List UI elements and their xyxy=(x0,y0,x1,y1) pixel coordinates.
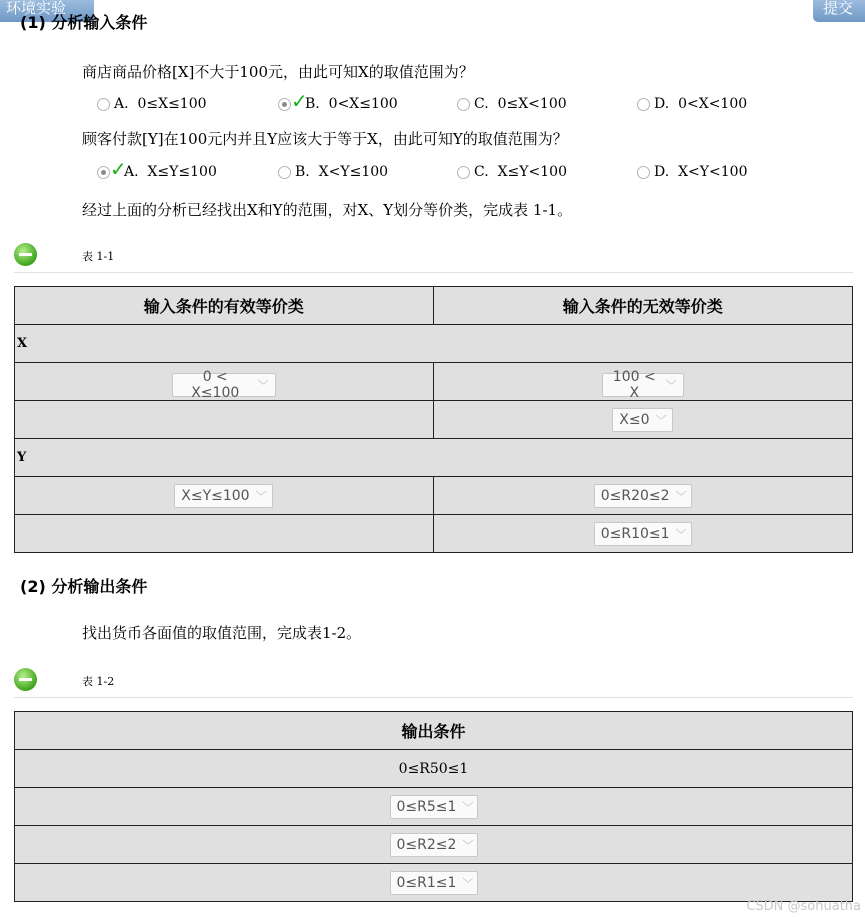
x-invalid-select-1[interactable] xyxy=(602,369,684,401)
chevron-down-icon: ﹀ xyxy=(675,527,687,541)
select-value: 0≤R5≤1 xyxy=(396,798,457,815)
table-cell xyxy=(433,515,853,553)
radio-icon[interactable] xyxy=(457,166,470,179)
q2-option-b[interactable] xyxy=(278,161,388,183)
option-text: X<Y≤100 xyxy=(318,164,389,180)
table-1-caption: 表 1-1 xyxy=(82,250,115,263)
output-row-r50: 0≤R50≤1 xyxy=(15,750,853,788)
select-value: X≤0 xyxy=(619,411,650,428)
checkmark-icon: ✓ xyxy=(110,157,127,181)
checkmark-icon: ✓ xyxy=(291,89,308,113)
option-text: 0≤X<100 xyxy=(497,96,567,112)
option-letter: D. xyxy=(654,96,670,112)
radio-selected-icon[interactable] xyxy=(97,166,110,179)
chevron-down-icon: ﹀ xyxy=(462,876,474,890)
option-letter: A. xyxy=(114,96,129,112)
option-text: X≤Y<100 xyxy=(497,164,567,180)
divider xyxy=(14,697,853,698)
chevron-down-icon: ﹀ xyxy=(257,379,269,392)
chevron-down-icon: ﹀ xyxy=(462,800,474,814)
option-letter: B. xyxy=(295,164,310,180)
table-header-invalid: 输入条件的无效等价类 xyxy=(433,287,853,325)
r2-select[interactable] xyxy=(390,833,478,857)
select-value: 0≤R20≤2 xyxy=(600,487,670,504)
chevron-down-icon: ﹀ xyxy=(665,379,677,392)
select-value: 0≤R2≤2 xyxy=(396,836,457,853)
option-letter: C. xyxy=(474,96,489,112)
q2-option-d[interactable] xyxy=(637,161,748,183)
radio-icon[interactable] xyxy=(97,98,110,111)
q2-option-c[interactable] xyxy=(457,161,567,183)
r1-select[interactable] xyxy=(390,871,478,895)
table-cell xyxy=(15,363,434,401)
select-value: 0≤R1≤1 xyxy=(396,874,457,891)
select-value: X≤Y≤100 xyxy=(181,487,250,504)
radio-selected-icon[interactable] xyxy=(278,98,291,111)
chevron-down-icon: ﹀ xyxy=(655,413,667,427)
r5-select[interactable] xyxy=(390,795,478,819)
select-value: 0≤R10≤1 xyxy=(600,525,670,542)
collapse-minus-icon[interactable] xyxy=(14,243,37,266)
section-2-text: 找出货币各面值的取值范围，完成表1-2。 xyxy=(82,624,362,642)
option-text: X≤Y≤100 xyxy=(147,164,217,180)
y-valid-select[interactable] xyxy=(174,484,273,508)
section-title-output: (2) 分析输出条件 xyxy=(20,577,148,596)
q2-option-a[interactable] xyxy=(97,157,217,183)
q1-option-d[interactable] xyxy=(637,93,747,115)
submit-button[interactable]: 提交 xyxy=(813,0,865,22)
y-invalid-select-2[interactable] xyxy=(594,522,692,546)
radio-icon[interactable] xyxy=(278,166,291,179)
table-cell xyxy=(15,864,853,902)
table-cell xyxy=(433,363,853,401)
q1-option-c[interactable] xyxy=(457,93,567,115)
group-label-x: X xyxy=(15,325,853,363)
x-invalid-select-2[interactable] xyxy=(612,408,673,432)
question-1-text: 商店商品价格[X]不大于100元，由此可知X的取值范围为？ xyxy=(82,63,474,81)
table-cell xyxy=(15,788,853,826)
x-valid-select[interactable] xyxy=(172,369,276,401)
table-cell xyxy=(433,401,853,439)
chevron-down-icon: ﹀ xyxy=(255,489,267,503)
table-cell xyxy=(433,477,853,515)
table-cell xyxy=(15,826,853,864)
question-2-text: 顾客付款[Y]在100元内并且Y应该大于等于X，由此可知Y的取值范围为？ xyxy=(82,130,568,148)
q1-option-b[interactable] xyxy=(278,89,398,115)
table-cell-empty xyxy=(15,515,434,553)
option-letter: C. xyxy=(474,164,489,180)
select-value: 100 < X xyxy=(612,369,656,401)
summary-text: 经过上面的分析已经找出X和Y的范围，对X、Y划分等价类，完成表 1-1。 xyxy=(82,201,573,219)
radio-icon[interactable] xyxy=(637,166,650,179)
option-text: 0<X≤100 xyxy=(328,96,398,112)
divider xyxy=(14,272,853,273)
table-cell xyxy=(15,477,434,515)
q1-option-a[interactable] xyxy=(97,93,207,115)
collapse-minus-icon[interactable] xyxy=(14,668,37,691)
option-letter: A. xyxy=(124,164,139,180)
option-letter: B. xyxy=(305,96,320,112)
table-2-caption: 表 1-2 xyxy=(82,675,115,688)
option-text: X<Y<100 xyxy=(678,164,748,180)
table-cell-empty xyxy=(15,401,434,439)
group-label-y: Y xyxy=(15,439,853,477)
table-1-1 xyxy=(14,286,853,553)
question-2-options xyxy=(0,157,865,183)
option-letter: D. xyxy=(654,164,670,180)
option-text: 0<X<100 xyxy=(678,96,748,112)
y-invalid-select-1[interactable] xyxy=(594,484,692,508)
chevron-down-icon: ﹀ xyxy=(462,838,474,852)
radio-icon[interactable] xyxy=(457,98,470,111)
table-header-valid: 输入条件的有效等价类 xyxy=(15,287,434,325)
question-1-options xyxy=(0,89,865,115)
section-title-input: (1) 分析输入条件 xyxy=(20,13,148,32)
environment-experiment-button[interactable]: 环境实验 xyxy=(0,0,94,22)
radio-icon[interactable] xyxy=(637,98,650,111)
watermark: CSDN @sohuatha xyxy=(746,899,861,914)
table-header-output: 输出条件 xyxy=(15,712,853,750)
option-text: 0≤X≤100 xyxy=(137,96,207,112)
table-1-2 xyxy=(14,711,853,902)
chevron-down-icon: ﹀ xyxy=(675,489,687,503)
select-value: 0 < X≤100 xyxy=(191,369,240,401)
